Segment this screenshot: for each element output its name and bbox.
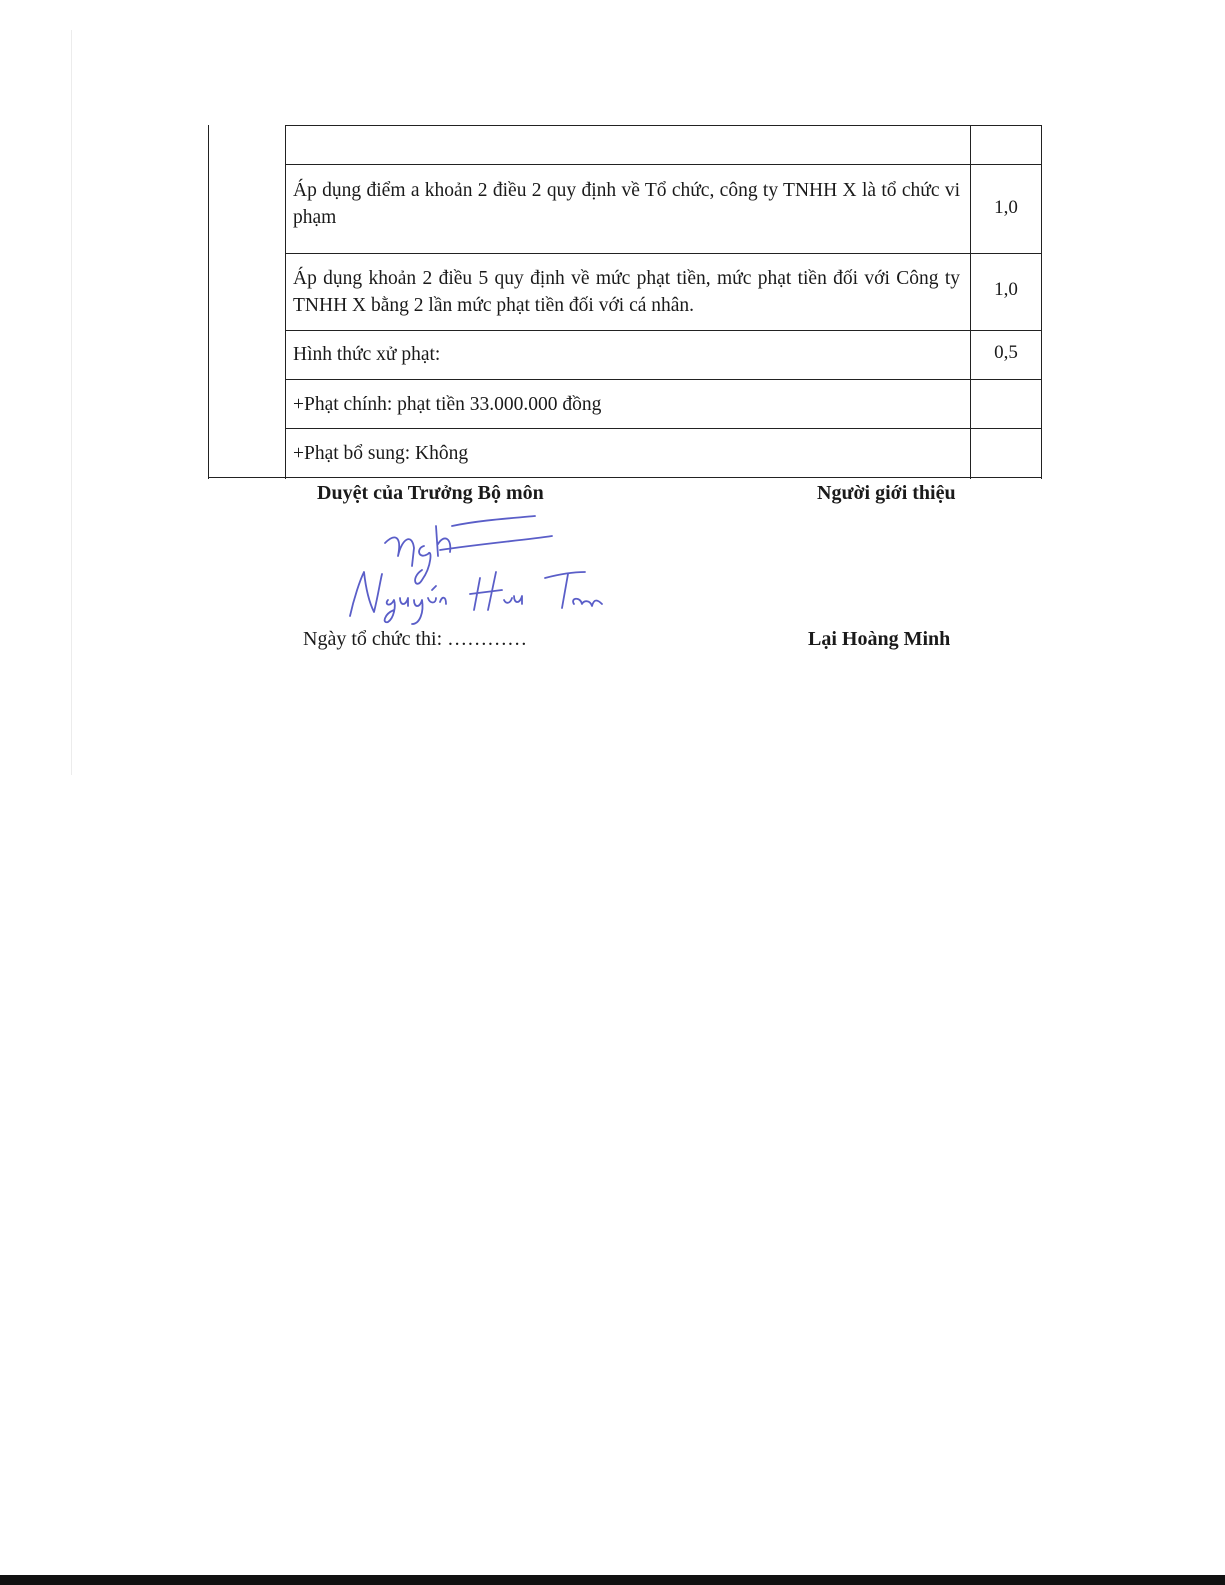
table-row-2-text: Áp dụng khoản 2 điều 5 quy định về mức phạt tiền, mức phạt tiền đối với Công ty TNHH X bằng 2 lần mức phạt tiền đối với cá nhân. [293,268,960,316]
presenter-title: Người giới thiệu [817,482,956,504]
page-edge-shadow [71,30,72,775]
table-column-divider-1 [285,125,286,479]
table-column-divider-2 [970,125,971,479]
table-row-1-score: 1,0 [994,197,1018,218]
table-row-line [285,428,1042,429]
table-border-right [1041,125,1042,479]
table-row-line [285,125,1042,126]
page-bottom-edge [0,1575,1225,1585]
grading-table [208,125,1043,479]
table-row-3-score: 0,5 [994,342,1018,363]
approval-title: Duyệt của Trưởng Bộ môn [317,482,544,504]
table-row-line [285,164,1042,165]
table-row-1-text: Áp dụng điểm a khoản 2 điều 2 quy định về Tổ chức, công ty TNHH X là tổ chức vi phạm [293,180,960,228]
table-row-line [285,253,1042,254]
table-row-2-score: 1,0 [994,279,1018,300]
handwritten-signature [340,508,620,628]
table-row-4-text: +Phạt chính: phạt tiền 33.000.000 đồng [293,394,602,415]
exam-date-label: Ngày tổ chức thi: ………… [303,628,528,650]
table-row-3-text: Hình thức xử phạt: [293,344,441,365]
presenter-name: Lại Hoàng Minh [808,628,951,650]
table-border-left [208,125,209,479]
table-border-bottom [208,477,1042,478]
table-row-line [285,330,1042,331]
table-row-5-text: +Phạt bổ sung: Không [293,443,469,464]
table-row-line [285,379,1042,380]
